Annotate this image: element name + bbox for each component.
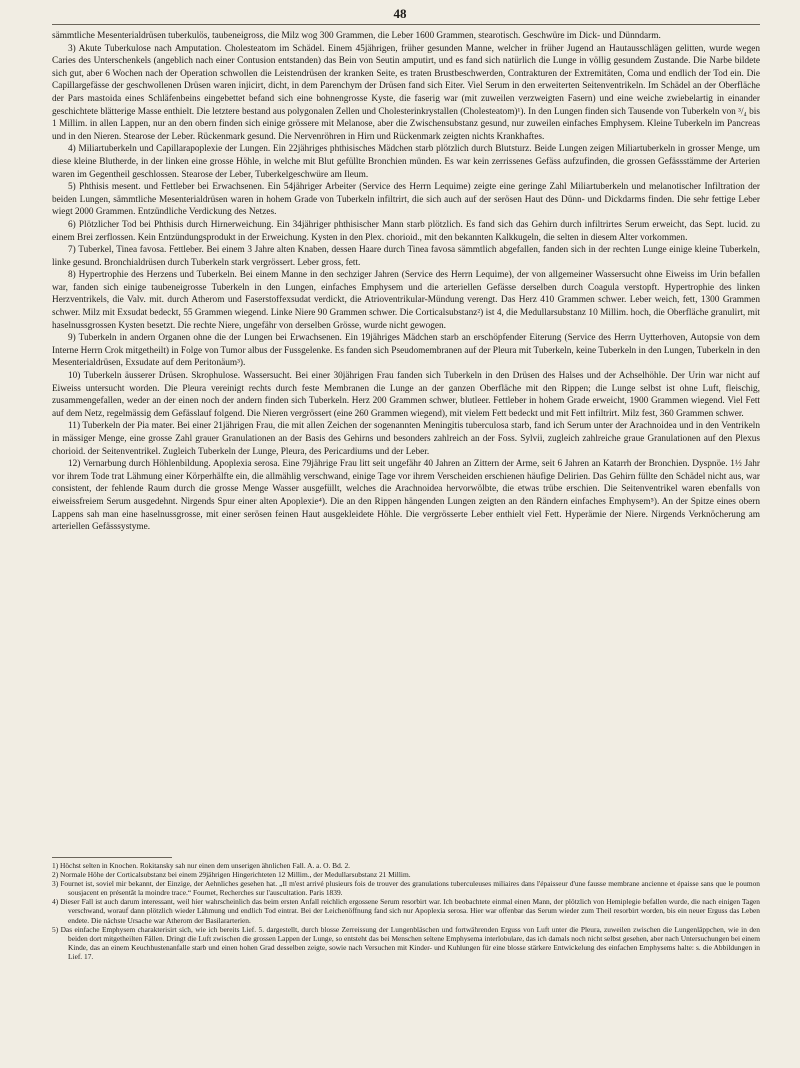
page-number: 48 <box>393 6 407 21</box>
case-3-paragraph: 3) Akute Tuberkulose nach Amputation. Cholesteatom im Schädel. Einem 45jährigen, früher gesunden Manne, welcher in früher Jugend an Hautausschlägen gelitten, wurde wegen Caries des Unterschenkels (angeblich nach einer Contusion entstanden) das Bein von Seutin amputirt, und es fand sich natürlich die Lunge in völlig gesundem Zustande. Die Narbe bildete sich gut, aber 6 Wochen nach der Operation schwollen die Leistendrüsen der kranken Seite, es traten Brustbeschwerden, Contrakturen der Extremitäten, Coma und endlich der Tod ein. Die Capillargefässe der geschwollenen Drüsen waren injicirt, dicht, in dem Parenchym der Drüsen fand sich Eiter. Viel Serum in den erweiterten Seitenventrikeln. Im Schädel an der Oberfläche der Pars mastoida eines Schläfenbeins eingebettet befand sich eine bohnengrosse Kyste, die faserig war (mit zuweilen verzweigten Fasern) und eine weiche zwiebelartig in einander geschichtete blätterige Masse enthielt. Die letztere bestand aus polygonalen Zellen und Cholesterinkrystallen (Cholesteatom)¹). In den Lungen finden sich Tausende von Tuberkeln von ³/₄ bis 1 Millim. in allen Lappen, nur an den obern finden sich einige grössere mit Melanose, aber die Zwischensubstanz gesund, nur zuweilen einfaches Emphysem. Kleine Tuberkeln im Pancreas und in den Nieren. Stearose der Leber. Rückenmark gesund. Die Nervenröhren in Hirn und Rückenmark zeigten nichts Krankhaftes. <box>52 43 760 142</box>
case-12-paragraph: 12) Vernarbung durch Höhlenbildung. Apoplexia serosa. Eine 79jährige Frau litt seit ungefähr 40 Jahren an Zittern der Arme, seit 6 Jahren an Katarrh der Bronchien. Dyspnöe. 1½ Jahr vor ihrem Tode trat Lähmung einer Körperhälfte ein, die allmählig verschwand, einige Tage vor ihrem Verscheiden erschienen häufige Delirien. Das Gehirn füllte den Schädel nicht aus, war consistent, der fehlende Raum durch die grosse Menge Wasser ausgefüllt, welches die Arachnoidea hervorwölbte, die etwas trübe erschien. Die Seitenventrikel waren ebenfalls von eiweissfreiem Serum ausgedehnt. Nirgends Spur einer alten Apoplexie⁴). Die an den Rippen hängenden Lungen zeigten an den Rändern einfaches Emphysem⁵). An der Spitze eines obern Lappens sah man eine haselnussgrosse, mit einer serösen feinen Haut ausgekleidete Höhle. Die vergrösserte Leber enthielt viel Fett. Hyperämie der Niere. Nirgends Verknöcherung am arteriellen Gefässsystyme. <box>52 459 760 533</box>
footnote-rule <box>52 857 172 858</box>
case-10-paragraph: 10) Tuberkeln äusserer Drüsen. Skrophulose. Wassersucht. Bei einer 30jährigen Frau fanden sich Tuberkeln in den Drüsen des Halses und der Achselhöhle. Der Urin war nicht auf Eiweiss untersucht worden. Die Pleura vereinigt rechts durch feste Membranen die Lunge an der ganzen Oberfläche mit den Rippen; die Lunge selbst ist ohne Luft, fleischig, zusammengefallen, weder an der einen noch der andern finden sich Tuberkeln. Herz 200 Grammen schwer, blutleer. Fettleber in hohem Grade erweicht, 1900 Grammen wiegend. Viel Fett auf dem Netz, regelmässig dem Gefässlauf folgend. Die Nieren vergrössert (eine 260 Grammen wiegend), mit vielem Fett bedeckt und mit Fett infiltrirt. Milz fest, 360 Grammen schwer. <box>52 371 760 419</box>
footnote-2: 2) Normale Höhe der Corticalsubstanz bei einem 29jährigen Hingerichteten 12 Millim., der Medullarsubstanz 21 Millim. <box>52 870 411 880</box>
case-5-paragraph: 5) Phthisis mesent. und Fettleber bei Erwachsenen. Ein 54jähriger Arbeiter (Service des Herrn Lequime) zeigte eine geringe Zahl Miliartuberkeln und melanotischer Infiltration der beiden Lungen, sämmtliche Mesenterialdrüsen waren in hohem Grade von Tuberkeln infiltrirt, die sich auch auf der serösen Haut des Dünn- und Dickdarms finden. Die sehr fettige Leber wiegt 2000 Grammen. Entzündliche Verdickung des Netzes. <box>52 182 760 218</box>
paragraph-continuation: sämmtliche Mesenterialdrüsen tuberkulös, taubeneigross, die Milz wog 300 Grammen, die Leber 1600 Grammen, stearotisch. Geschwüre im Dick- und Dünndarm. <box>52 31 661 41</box>
header-rule <box>52 24 760 25</box>
body-text <box>52 30 760 534</box>
case-7-paragraph: 7) Tuberkel, Tinea favosa. Fettleber. Bei einem 3 Jahre alten Knaben, dessen Haare durch Tinea favosa sämmtlich abgefallen, fanden sich in der rechten Lunge einige kleine Tuberkeln, linke gesund. Bronchialdrüsen durch Tuberkeln stark vergrössert. Leber gross, fett. <box>52 245 760 268</box>
footnote-1: 1) Höchst selten in Knochen. Rokitansky sah nur einen dem unserigen ähnlichen Fall. A. a. O. Bd. 2. <box>52 861 351 870</box>
footnote-3: 3) Fournet ist, soviel mir bekannt, der Einzige, der Aehnliches gesehen hat. „Il m'est arrivé plusieurs fois de trouver des granulations tuberculeuses miliaires dans l'épaisseur d'une fausse membrane ancienne et épaisse sans que le poumon sousjacent en présentât la moindre trace.“ Fournet, Recherches sur l'auscultation. Paris 1839. <box>52 879 760 898</box>
case-6-paragraph: 6) Plötzlicher Tod bei Phthisis durch Hirnerweichung. Ein 34jähriger phthisischer Mann starb plötzlich. Es fand sich das Gehirn durch infiltrirtes Serum erweicht, das Sept. lucid. zu einem Brei zerflossen. Kein Entzündungsprodukt in der Erweichung. Kysten in den Plex. chorioid., mit den bekannten Kalkkugeln, die selten in diesem Alter vorkommen. <box>52 219 760 243</box>
footnote-5: 5) Das einfache Emphysem charakterisirt sich, wie ich bereits Lief. 5. dargestellt, durch blosse Zerreissung der Lungenbläschen und fortwährenden Erguss von Luft unter die Pleura, zuweilen zwischen die Lungenläppchen, wie in den beiden dort mitgetheilten Fällen. Dringt die Luft zwischen die grossen Lappen der Lunge, so entsteht das bei Menschen seltene Emphysema interlobulare, das ich damals noch nicht selbst gesehen, aber nach Untersuchungen bei einem Kinde, das an einem Keuchhustenanfalle starb und einen hohen Grad desselben zeigte, sowie nach Versuchen mit Kinder- und Kuhlungen für eine blosse stärkere Entwickelung des einfachen Emphysems halte: s. die Abbildungen in Lief. 17. <box>52 924 760 961</box>
case-9-paragraph: 9) Tuberkeln in andern Organen ohne die der Lungen bei Erwachsenen. Ein 19jähriges Mädchen starb an erschöpfender Eiterung (Service des Herrn Uytterhoven, Autopsie von dem Interne Herrn Crok mitgetheilt) in Folge von Tumor albus der Fussgelenke. Es fanden sich Pseudomembranen auf der Pleura mit Tuberkeln, keine Tuberkeln in den Lungen, Tuberkeln in den Mesenterialdrüsen, Exsudate auf dem Peritonäum³). <box>52 333 760 369</box>
case-8-paragraph: 8) Hypertrophie des Herzens und Tuberkeln. Bei einem Manne in den sechziger Jahren (Service des Herrn Lequime), der von allgemeiner Wassersucht ohne Eiweiss im Urin befallen war, fanden sich einige taubeneigrosse Tuberkeln in den Lungen, einfaches Emphysem und die arteriellen Gefässe derselben durch Coagula verstopft. Hypertrophie des linken Herzventrikels, die Valv. mit. durch Atherom und Faserstoffexsudat verdickt, die Atrioventrikular-Mündung verengt. Das Herz 410 Grammen schwer. Leber weich, fett, 1300 Grammen schwer. Milz mit Exsudat bedeckt, 55 Grammen wiegend. Linke Niere 90 Grammen schwer. Die Corticalsubstanz²) ist 4, die Medullarsubstanz 10 Millim. hoch, die Oberfläche granulirt, mit haselnussgrossen Kysten besetzt. Die rechte Niere, ungefähr von derselben Grösse, wurde nicht gewogen. <box>52 270 760 331</box>
case-4-paragraph: 4) Miliartuberkeln und Capillarapoplexie der Lungen. Ein 22jähriges phthisisches Mädchen starb plötzlich durch Blutsturz. Beide Lungen zeigen Miliartuberkeln in grosser Menge, um diese kleine Blutherde, in der linken eine grosse Höhle, in welche mit Blut gefüllte Bronchien münden. Es war kein zerrissenes Gefäss aufzufinden, die grossen Gefässstämme der Arterien waren im Gegentheil geschlossen. Stearose der Leber, Tuberkelgeschwüre am Ileum. <box>52 144 760 180</box>
footnote-4: 4) Dieser Fall ist auch darum interessant, weil hier wahrscheinlich das beim ersten Anfall reichlich ergossene Serum resorbirt war. Ich beobachtete einmal einen Mann, der plötzlich von Hemiplegie befallen wurde, die nach einigen Tagen verschwand, worauf dann plötzlich wieder Lähmung und endlich Tod eintrat. Bei der Leichenöffnung fand sich nur Apoplexia serosa. Hier war offenbar das Serum wieder zum Theil resorbirt worden, bis ein neuer Erguss das Leben endete. Die nächste Ursache war Atherom der Basilararterien. <box>52 897 760 925</box>
footnotes <box>52 861 760 961</box>
case-11-paragraph: 11) Tuberkeln der Pia mater. Bei einer 21jährigen Frau, die mit allen Zeichen der sogenannten Meningitis tuberculosa starb, fand ich Serum unter der Arachnoidea und in den Ventrikeln in mässiger Menge, eine grosse Zahl grauer Granulationen an der Basis des Gehirns und besonders zahlreich an der Foss. Sylvii, zugleich zahlreiche graue Granulationen auf den Plexus chorioid. der Seitenventrikel. Zugleich Tuberkeln der Lunge, Pleura, des Pericardiums und der Leber. <box>52 421 760 457</box>
